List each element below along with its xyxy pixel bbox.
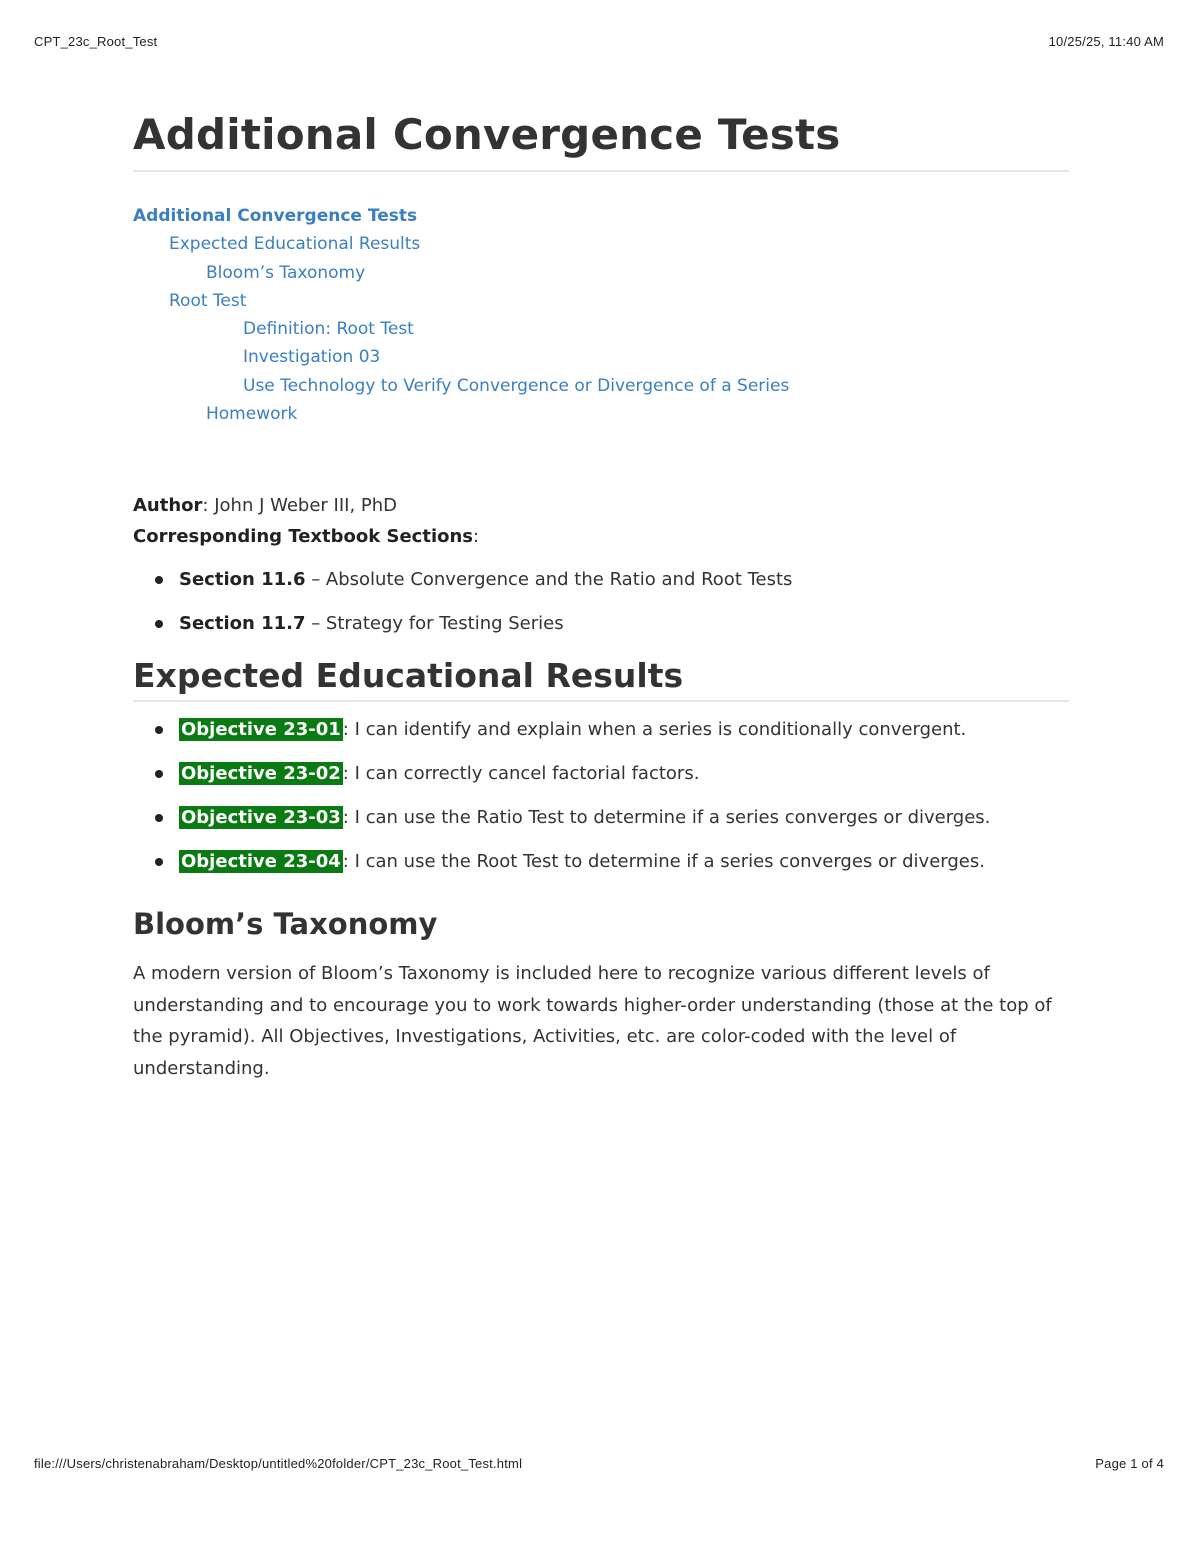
textbook-sections-list bbox=[133, 564, 1069, 640]
list-item bbox=[133, 714, 1069, 746]
document-meta bbox=[133, 490, 1069, 552]
author-label: Author bbox=[133, 495, 203, 517]
list-item bbox=[133, 846, 1069, 878]
blooms-paragraph: A modern version of Bloom’s Taxonomy is included here to recognize various different levels of understanding and to encourage you to work towards higher-order understanding (those at the top of the pyramid). All Objectives, Investigations, Activities, etc. are color-coded with the level of understanding. bbox=[133, 963, 1052, 1079]
list-item bbox=[133, 608, 1069, 640]
objective-text: : I can use the Ratio Test to determine if a series converges or diverges. bbox=[342, 807, 991, 829]
toc-link-blooms-taxonomy[interactable]: Bloom’s Taxonomy bbox=[206, 262, 366, 283]
print-footer-page: Page 1 of 4 bbox=[1095, 1456, 1164, 1471]
toc-link-definition-root-test[interactable]: Definition: Root Test bbox=[243, 319, 414, 340]
objective-text: : I can correctly cancel factorial factors. bbox=[342, 763, 700, 785]
section-number: Section 11.7 bbox=[179, 613, 306, 635]
toc-link-homework[interactable]: Homework bbox=[206, 404, 298, 425]
objective-badge: Objective 23-01 bbox=[181, 719, 341, 741]
section-title: – Absolute Convergence and the Ratio and Root Tests bbox=[305, 569, 793, 591]
print-header-title: CPT_23c_Root_Test bbox=[34, 34, 158, 49]
toc-link-use-technology[interactable]: Use Technology to Verify Convergence or Divergence of a Series bbox=[243, 375, 790, 396]
print-header bbox=[34, 34, 1164, 49]
list-item bbox=[133, 802, 1069, 834]
objective-badge: Objective 23-02 bbox=[181, 763, 341, 785]
list-item bbox=[133, 758, 1069, 790]
objective-text: : I can use the Root Test to determine if a series converges or diverges. bbox=[342, 851, 985, 873]
blooms-taxonomy-heading: Bloom’s Taxonomy bbox=[133, 907, 438, 942]
author-value: John J Weber III, PhD bbox=[214, 495, 398, 517]
document-body bbox=[133, 100, 1069, 1084]
expected-results-heading: Expected Educational Results bbox=[133, 652, 1069, 702]
toc-link-expected-educational-results[interactable]: Expected Educational Results bbox=[169, 234, 421, 255]
objectives-list bbox=[133, 714, 1069, 878]
objective-badge: Objective 23-03 bbox=[181, 807, 341, 829]
author-separator: : bbox=[202, 495, 215, 517]
section-title: – Strategy for Testing Series bbox=[305, 613, 564, 635]
print-footer-path: file:///Users/christenabraham/Desktop/untitled%20folder/CPT_23c_Root_Test.html bbox=[34, 1456, 523, 1471]
page-title: Additional Convergence Tests bbox=[133, 100, 1069, 172]
list-item bbox=[133, 564, 1069, 596]
section-number: Section 11.6 bbox=[179, 569, 306, 591]
toc-link-investigation-03[interactable]: Investigation 03 bbox=[243, 347, 381, 368]
objective-badge: Objective 23-04 bbox=[181, 851, 341, 873]
author-line bbox=[133, 490, 1069, 521]
sections-line bbox=[133, 521, 1069, 552]
table-of-contents bbox=[133, 202, 1069, 428]
objective-text: : I can identify and explain when a series is conditionally convergent. bbox=[342, 719, 967, 741]
sections-label: Corresponding Textbook Sections bbox=[133, 526, 474, 548]
print-header-datetime: 10/25/25, 11:40 AM bbox=[1048, 34, 1164, 49]
print-footer bbox=[34, 1456, 1164, 1471]
toc-link-root-test[interactable]: Root Test bbox=[169, 290, 247, 311]
toc-link-additional-convergence-tests[interactable]: Additional Convergence Tests bbox=[133, 206, 418, 226]
sections-separator: : bbox=[473, 526, 480, 548]
